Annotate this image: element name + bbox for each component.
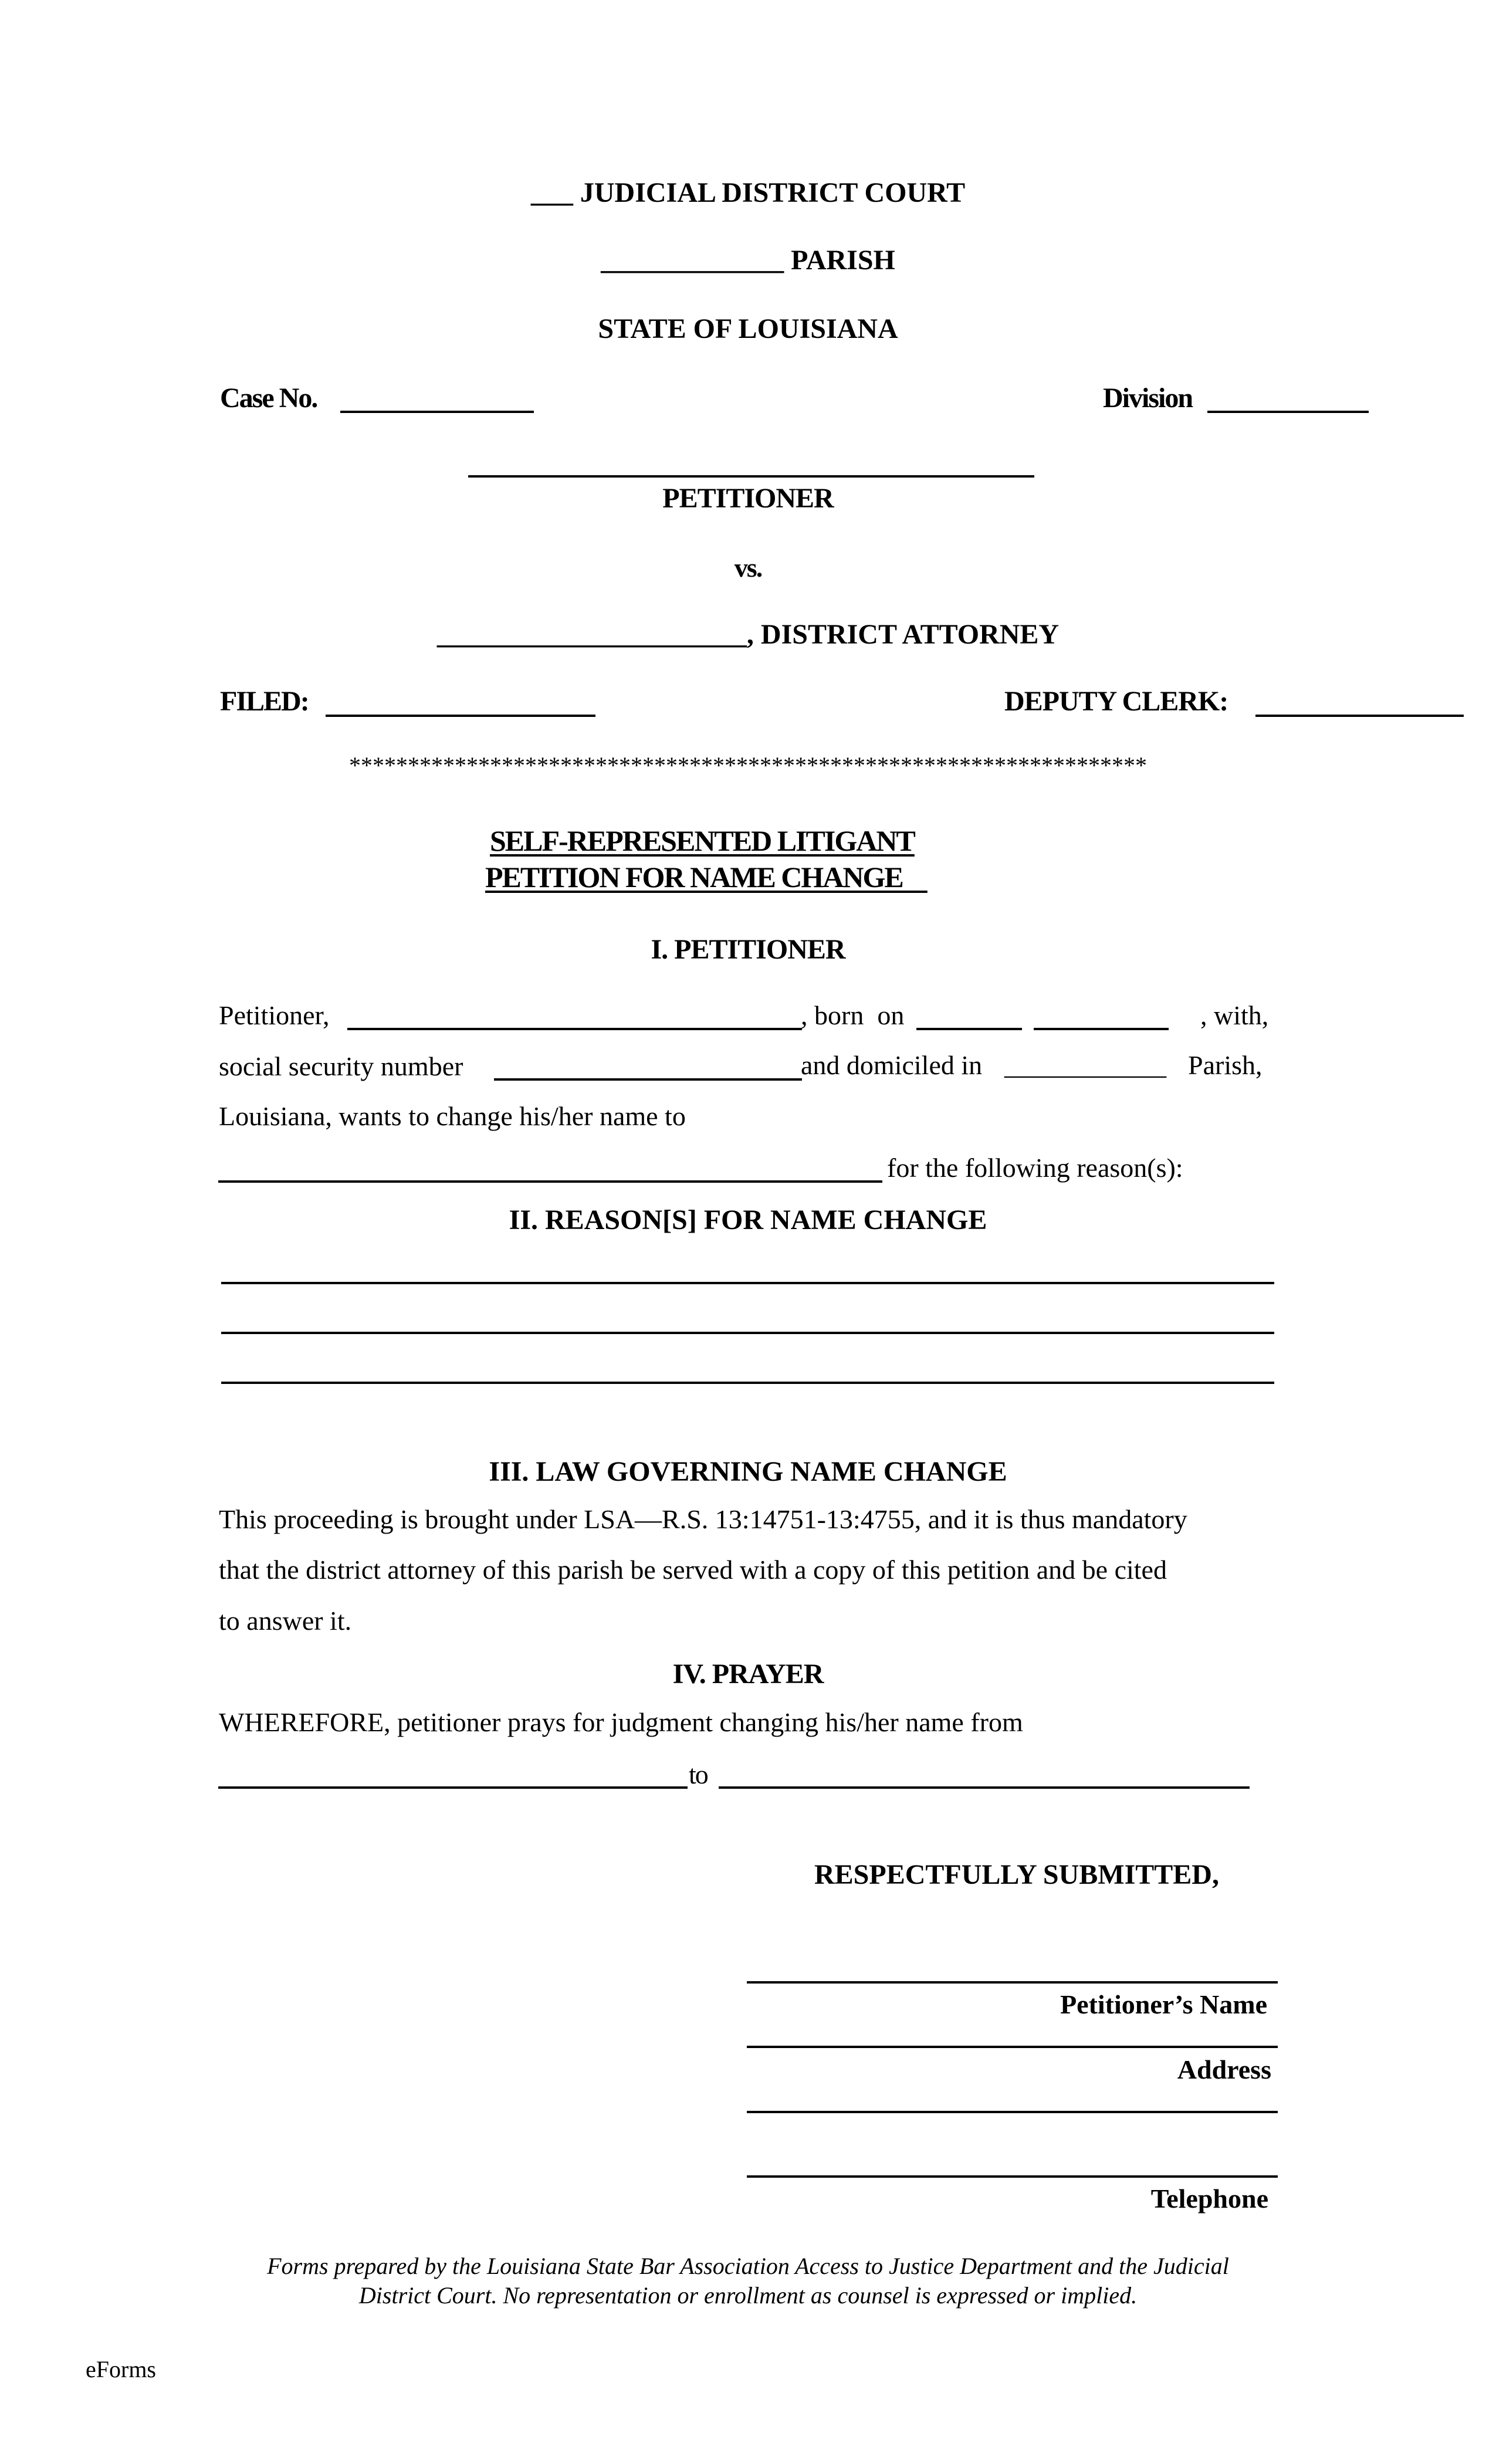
title-line-2: PETITION FOR NAME CHANGE (485, 861, 928, 893)
prayer-line-1: WHEREFORE, petitioner prays for judgment changing his/her name from (219, 1707, 1023, 1737)
section-petitioner-heading: I. PETITIONER (651, 934, 845, 965)
district-attorney-caption: ______________________, DISTRICT ATTORNEY (436, 619, 1060, 650)
petitioner-name-field[interactable] (468, 475, 1034, 478)
versus-label: vs. (734, 553, 762, 583)
law-line-2: that the district attorney of this parish be served with a copy of this petition and be cited (219, 1555, 1167, 1585)
born-label: , born on (801, 1000, 905, 1030)
reason-line-2[interactable] (221, 1332, 1274, 1334)
new-name-field[interactable] (218, 1180, 882, 1183)
eforms-brand: eForms (86, 2356, 156, 2382)
petitioner-signature-field[interactable] (747, 1981, 1278, 1984)
case-no-label: Case No. (220, 383, 317, 414)
address-caption: Address (1177, 2055, 1271, 2084)
petitioner-caption: PETITIONER (662, 483, 834, 514)
disclaimer-line-2: District Court. No representation or enrollment as counsel is expressed or implied. (358, 2282, 1138, 2309)
filed-label: FILED: (220, 686, 309, 717)
deputy-clerk-label: DEPUTY CLERK: (1004, 686, 1228, 717)
ssn-field[interactable] (494, 1078, 802, 1081)
new-name-prayer-field[interactable] (719, 1786, 1250, 1789)
address-line-2-field[interactable] (747, 2111, 1278, 2113)
parish-label: Parish, (1188, 1050, 1263, 1080)
domiciled-parish-field[interactable]: ____________ (1004, 1050, 1166, 1080)
deputy-clerk-field[interactable] (1255, 715, 1464, 717)
domiciled-label: and domiciled in (801, 1050, 983, 1080)
telephone-caption: Telephone (1150, 2184, 1268, 2213)
disclaimer-line-1: Forms prepared by the Louisiana State Bar Association Access to Justice Department and the Judicial (267, 2253, 1229, 2279)
division-field[interactable] (1207, 411, 1369, 413)
petitioner-full-name-field[interactable] (347, 1028, 802, 1030)
court-heading: ___ JUDICIAL DISTRICT COURT (530, 177, 966, 208)
petitioner-label: Petitioner, (219, 1000, 330, 1030)
section-law-heading: III. LAW GOVERNING NAME CHANGE (489, 1456, 1007, 1487)
with-label: , with, (1200, 1000, 1269, 1030)
law-line-3: to answer it. (219, 1606, 352, 1636)
state-heading: STATE OF LOUISIANA (598, 313, 898, 344)
separator-line: ******************************************************************** (349, 752, 1147, 779)
case-no-field[interactable] (340, 411, 534, 413)
ssn-label: social security number (219, 1051, 463, 1081)
law-line-1: This proceeding is brought under LSA—R.S. 13:14751-13:4755, and it is thus mandatory (219, 1504, 1187, 1534)
louisiana-line: Louisiana, wants to change his/her name to (219, 1101, 686, 1131)
old-name-field[interactable] (218, 1786, 688, 1789)
respectfully-submitted: RESPECTFULLY SUBMITTED, (814, 1859, 1219, 1890)
filed-date-field[interactable] (326, 715, 595, 717)
parish-heading: _____________ PARISH (601, 245, 895, 276)
birth-date-field[interactable] (916, 1028, 1022, 1030)
reason-line-3[interactable] (221, 1382, 1274, 1384)
reasons-label: for the following reason(s): (887, 1153, 1183, 1183)
petitioner-name-caption: Petitioner’s Name (1060, 1989, 1267, 2019)
section-reasons-heading: II. REASON[S] FOR NAME CHANGE (509, 1204, 987, 1236)
telephone-field[interactable] (747, 2175, 1278, 2178)
title-line-1: SELF-REPRESENTED LITIGANT (490, 824, 915, 857)
address-field[interactable] (747, 2046, 1278, 2048)
to-label: to (689, 1759, 708, 1789)
division-label: Division (1103, 383, 1193, 414)
birth-year-field[interactable] (1034, 1028, 1169, 1030)
reason-line-1[interactable] (221, 1282, 1274, 1284)
section-prayer-heading: IV. PRAYER (672, 1659, 824, 1690)
